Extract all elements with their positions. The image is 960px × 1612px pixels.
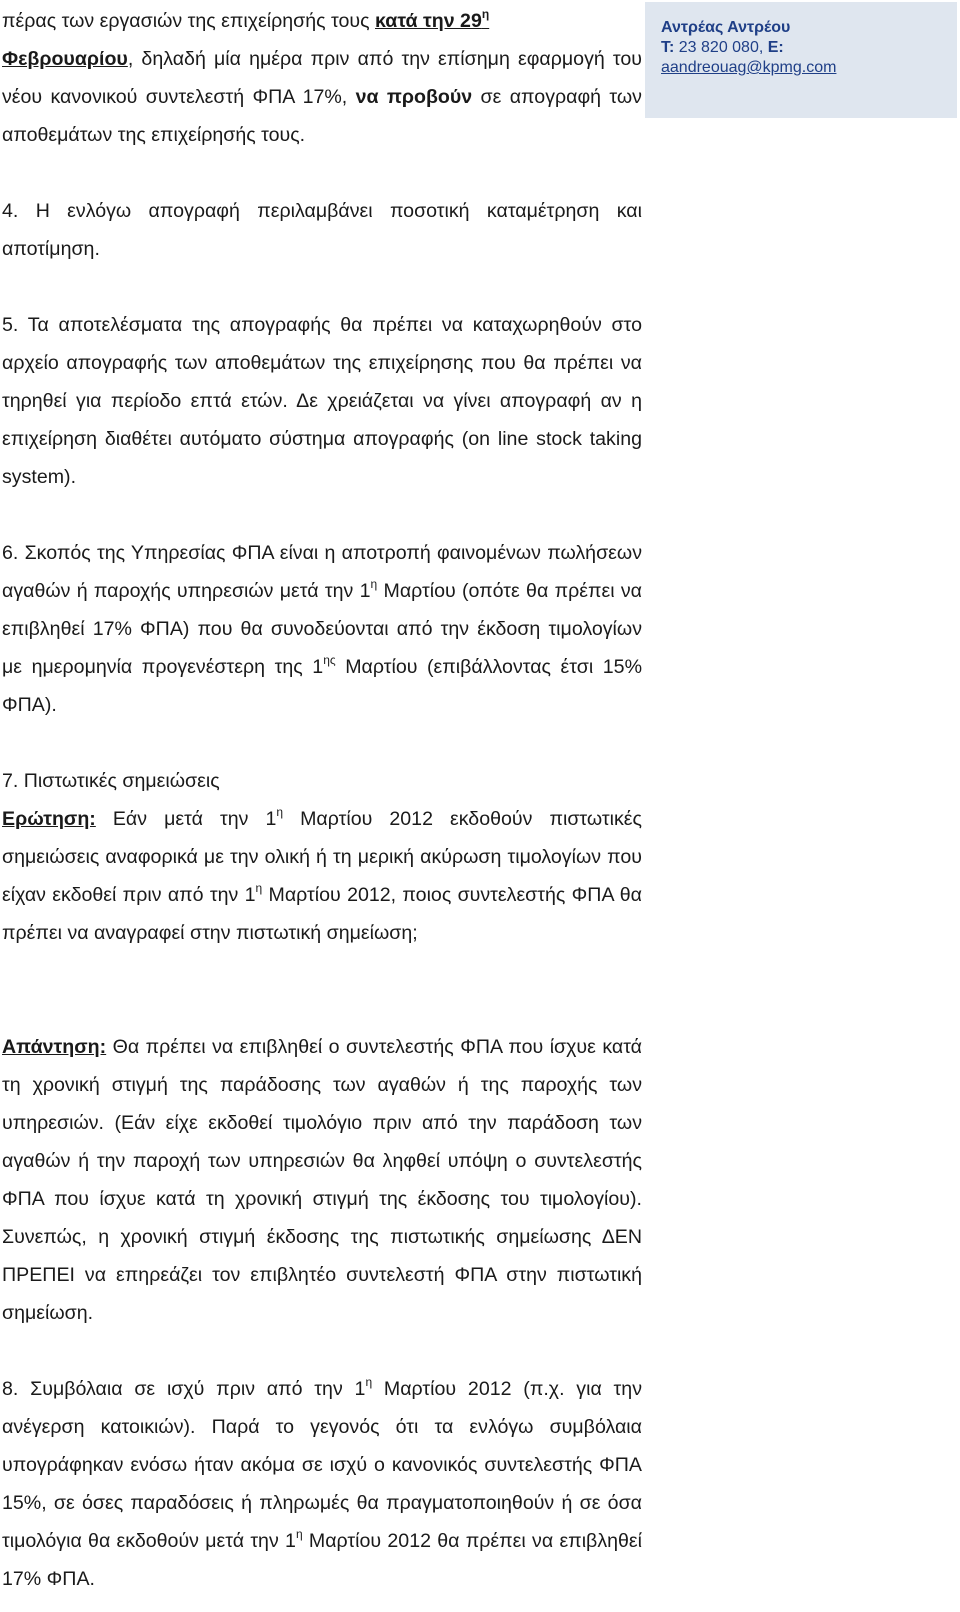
phone-label: T: (661, 39, 675, 56)
answer-paragraph (2, 1028, 642, 1332)
intro-bold-1: κατά την 29 (375, 10, 482, 32)
question-sup-2: η (255, 881, 263, 895)
intro-text-2: , δηλαδή μία ημέρα πριν από την επίσημη εφαρμογή του νέου κανονικού συντελεστή ΦΠΑ 17%, (2, 48, 642, 108)
paragraph-5: 5. Τα αποτελέσματα της απογραφής θα πρέπει να καταχωρηθούν στο αρχείο απογραφής των αποθεμάτων της επιχείρησης που θα πρέπει να τηρηθεί για περίοδο επτά ετών. Δε χρειάζεται να γίνει απογραφή αν η επιχείρηση διαθέτει αυτόματο σύστημα απογραφής (on line stock taking system). (2, 314, 642, 488)
p8-text-1: 8. Συμβόλαια σε ισχύ πριν από την 1 (2, 1378, 366, 1400)
paragraph-6 (2, 534, 642, 724)
p8-text-2: Μαρτίου 2012 (π.χ. για την ανέγερση κατοικιών). Παρά το γεγονός ότι τα ενλόγω συμβόλαια υπογράφηκαν ενόσω ήταν ακόμα σε ισχύ ο κανονικός συντελεστής ΦΠΑ 15%, σε όσες παραδόσεις ή πληρωμές θα πραγματοποιηθούν ή σε όσα τιμολόγια θα εκδοθούν μετά την 1 (2, 1378, 642, 1552)
p6-text-2: Μαρτίου (οπότε θα πρέπει να επιβληθεί 17% ΦΠΑ) που θα συνοδεύονται από την έκδοση τιμολογίων με ημερομηνία προγενέστερη της 1 (2, 580, 642, 678)
contact-box (645, 2, 957, 118)
paragraph-intro (2, 2, 642, 154)
intro-text-3: σε απογραφή των αποθεμάτων της επιχείρησής τους. (2, 86, 642, 146)
p8-sup-1: η (365, 1375, 373, 1389)
question-text-2: Μαρτίου 2012 εκδοθούν πιστωτικές σημειώσεις αναφορικά με την ολική ή τη μερική ακύρωση τιμολογίων που είχαν εκδοθεί πριν από την 1 (2, 808, 642, 906)
question-label: Ερώτηση: (2, 808, 96, 830)
question-paragraph (2, 800, 642, 952)
p8-sup-2: η (295, 1527, 303, 1541)
intro-bold-2: Φεβρουαρίου (2, 48, 128, 70)
p6-text-3: Μαρτίου (επιβάλλοντας έτσι 15% ΦΠΑ). (2, 656, 642, 716)
paragraph-4: 4. Η ενλόγω απογραφή περιλαμβάνει ποσοτική καταμέτρηση και αποτίμηση. (2, 200, 642, 260)
p8-text-3: Μαρτίου 2012 θα πρέπει να επιβληθεί 17% ΦΠΑ. (2, 1530, 642, 1590)
intro-sup-1: η (481, 7, 490, 21)
contact-phone: 23 820 080, (674, 39, 768, 56)
email-label: E: (767, 39, 784, 56)
contact-phone-line (661, 38, 957, 58)
paragraph-8 (2, 1370, 642, 1598)
document-body (2, 2, 642, 1598)
section-7-heading: 7. Πιστωτικές σημειώσεις (2, 770, 220, 792)
intro-text-1: πέρας των εργασιών της επιχείρησής τους (2, 10, 375, 32)
intro-bold-3: να προβούν (355, 86, 473, 108)
question-text-3: Μαρτίου 2012, ποιος συντελεστής ΦΠΑ θα πρέπει να αναγραφεί στην πιστωτική σημείωση; (2, 884, 642, 944)
p6-sup-2: ης (323, 653, 336, 667)
p6-text-1: 6. Σκοπός της Υπηρεσίας ΦΠΑ είναι η αποτροπή φαινομένων πωλήσεων αγαθών ή παροχής υπηρεσιών μετά την 1 (2, 542, 642, 602)
answer-label: Απάντηση: (2, 1036, 107, 1058)
answer-text: Θα πρέπει να επιβληθεί ο συντελεστής ΦΠΑ που ίσχυε κατά τη χρονική στιγμή της παράδοσης των αγαθών ή της παροχής των υπηρεσιών. (Εάν είχε εκδοθεί τιμολόγιο πριν από την παράδοση των αγαθών ή την παροχή των υπηρεσιών θα ληφθεί υπόψη ο συντελεστής ΦΠΑ που ίσχυε κατά τη χρονική στιγμή της έκδοσης του τιμολογίου). Συνεπώς, η χρονική στιγμή έκδοσης της πιστωτικής σημείωσης ΔΕΝ ΠΡΕΠΕΙ να επηρεάζει τον επιβλητέο συντελεστή ΦΠΑ στην πιστωτική σημείωση. (2, 1036, 642, 1324)
question-text-1: Εάν μετά την 1 (95, 808, 277, 830)
question-sup-1: η (276, 805, 284, 819)
contact-email-link[interactable]: aandreouag@kpmg.com (661, 59, 837, 76)
p6-sup-1: η (370, 577, 378, 591)
contact-name: Αντρέας Αντρέου (661, 19, 791, 36)
